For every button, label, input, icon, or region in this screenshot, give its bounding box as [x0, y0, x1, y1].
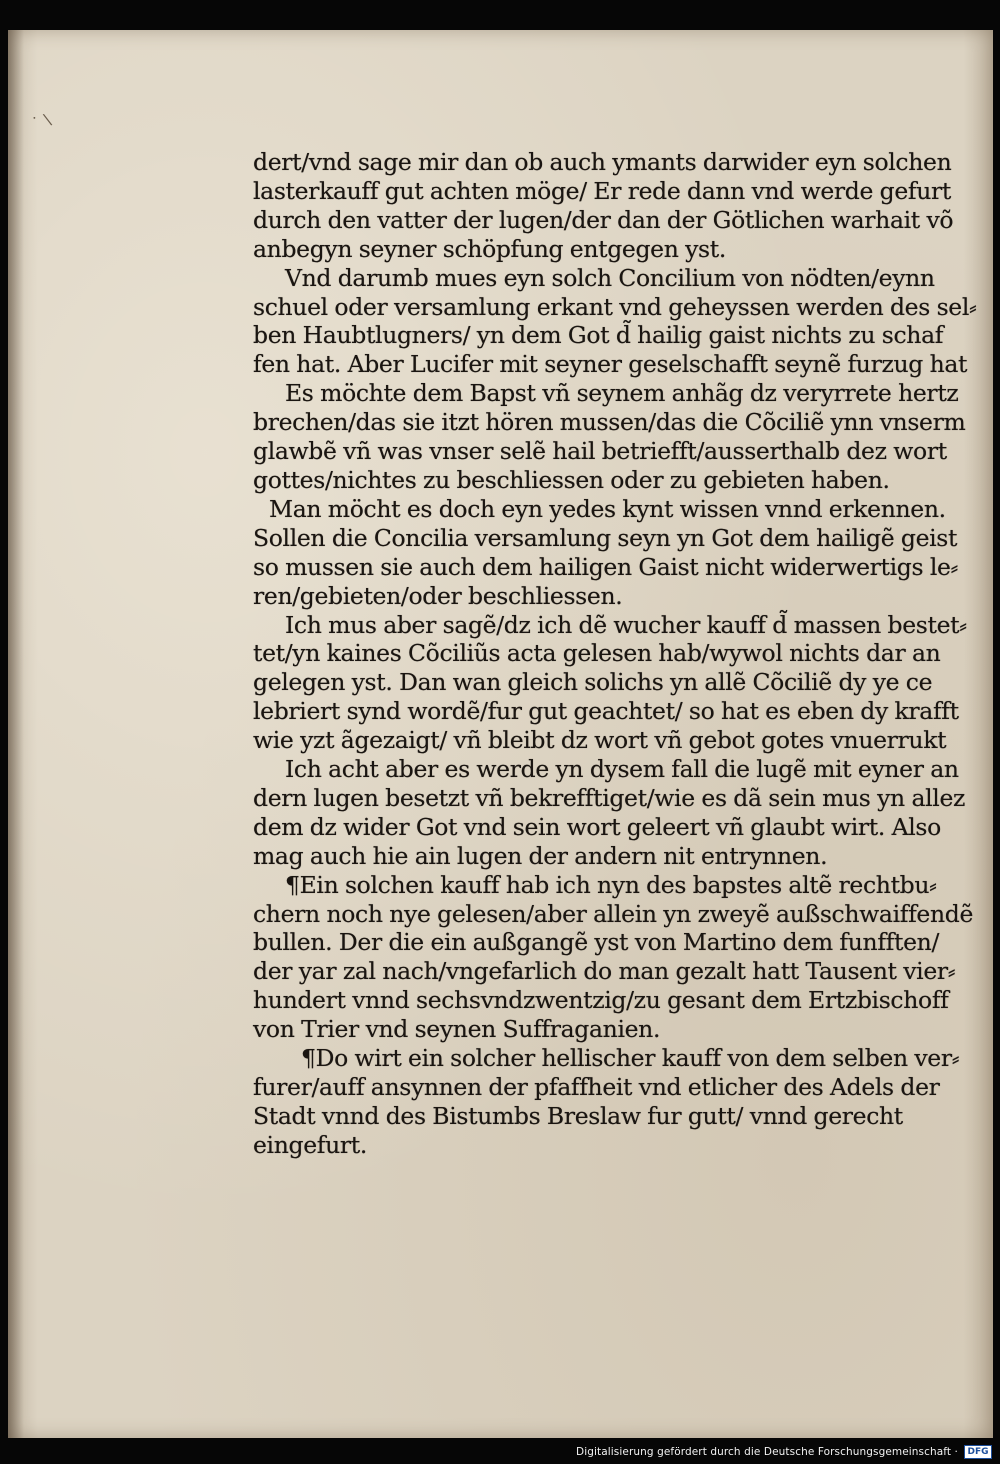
text-line: anbegyn seyner schöpfung entgegen yst. — [253, 234, 726, 263]
text-line: ¶Do wirt ein solcher hellischer kauff von dem selben ver⸗ — [301, 1044, 960, 1073]
text-line: mag auch hie ain lugen der andern nit entrynnen. — [253, 841, 828, 870]
text-block — [253, 148, 977, 1160]
footer-bar — [0, 1438, 1000, 1464]
text-line: Vnd darumb mues eyn solch Concilium von nödten/eynn — [285, 263, 935, 292]
text-line: ren/gebieten/oder beschliessen. — [253, 581, 623, 610]
text-line: dern lugen besetzt vñ bekrefftiget/wie es dã sein mus yn allez — [253, 783, 966, 812]
page-edge-shadow — [8, 30, 24, 1438]
text-line: bullen. Der die ein außgangẽ yst von Martino dem funfften/ — [253, 928, 940, 957]
text-line: schuel oder versamlung erkant vnd geheyssen werden des sel⸗ — [253, 292, 977, 321]
corner-mark: ˙ \ — [29, 109, 54, 134]
text-line: Es möchte dem Bapst vñ seynem anhãg dz veryrrete hertz — [285, 379, 959, 408]
text-line: Stadt vnnd des Bistumbs Breslaw fur gutt/ vnnd gerecht — [253, 1101, 903, 1130]
text-line: ben Haubtlugners/ yn dem Got d̃ hailig gaist nichts zu schaf — [253, 321, 944, 350]
text-line: furer/auff ansynnen der pfaffheit vnd etlicher des Adels der — [253, 1073, 940, 1101]
text-line: gottes/nichtes zu beschliessen oder zu gebieten haben. — [253, 465, 890, 494]
text-line: lebriert synd wordẽ/fur gut geachtet/ so hat es eben dy krafft — [253, 697, 959, 726]
dfg-logo: DFG — [964, 1445, 992, 1459]
text-line: brechen/das sie itzt hören mussen/das die Cõciliẽ ynn vnserm — [253, 408, 966, 437]
text-line: Sollen die Concilia versamlung seyn yn Got dem hailigẽ geist — [253, 523, 958, 552]
text-line: ¶Ein solchen kauff hab ich nyn des bapstes altẽ rechtbu⸗ — [285, 870, 937, 899]
text-line: wie yzt ãgezaigt/ vñ bleibt dz wort vñ gebot gotes vnuerrukt — [253, 726, 947, 755]
text-line: dert/vnd sage mir dan ob auch ymants darwider eyn solchen — [253, 148, 952, 176]
text-line: tet/yn kaines Cõciliũs acta gelesen hab/wywol nichts dar an — [253, 639, 941, 668]
text-line: der yar zal nach/vngefarlich do man gezalt hatt Tausent vier⸗ — [253, 957, 956, 986]
text-line: eingefurt. — [253, 1130, 367, 1159]
text-line: Ich mus aber sagẽ/dz ich dẽ wucher kauff d̃ massen bestet⸗ — [285, 610, 967, 639]
text-line: lasterkauff gut achten möge/ Er rede dann vnd werde gefurt — [253, 176, 952, 205]
text-line: glawbẽ vñ was vnser selẽ hail betriefft/ausserthalb dez wort — [253, 437, 947, 466]
text-line: Man möcht es doch eyn yedes kynt wissen vnnd erkennen. — [269, 494, 946, 523]
text-line: dem dz wider Got vnd sein wort geleert vñ glaubt wirt. Also — [253, 812, 941, 841]
text-line: gelegen yst. Dan wan gleich solichs yn allẽ Cõciliẽ dy ye ce — [253, 668, 933, 697]
text-line: Ich acht aber es werde yn dysem fall die lugẽ mit eyner an — [285, 755, 959, 784]
text-line: hundert vnnd sechsvndzwentzig/zu gesant dem Ertzbischoff — [253, 986, 949, 1015]
funding-credit: Digitalisierung gefördert durch die Deutsche Forschungsgemeinschaft · — [576, 1446, 958, 1458]
text-line: fen hat. Aber Lucifer mit seyner geselschafft seynẽ furzug hat — [253, 350, 968, 379]
text-line: von Trier vnd seynen Suffraganien. — [253, 1015, 661, 1044]
text-line: durch den vatter der lugen/der dan der Götlichen warhait võ — [253, 205, 954, 234]
text-line: so mussen sie auch dem hailigen Gaist nicht widerwertigs le⸗ — [253, 552, 959, 581]
text-line: chern noch nye gelesen/aber allein yn zweyẽ außschwaiffendẽ — [253, 899, 974, 928]
